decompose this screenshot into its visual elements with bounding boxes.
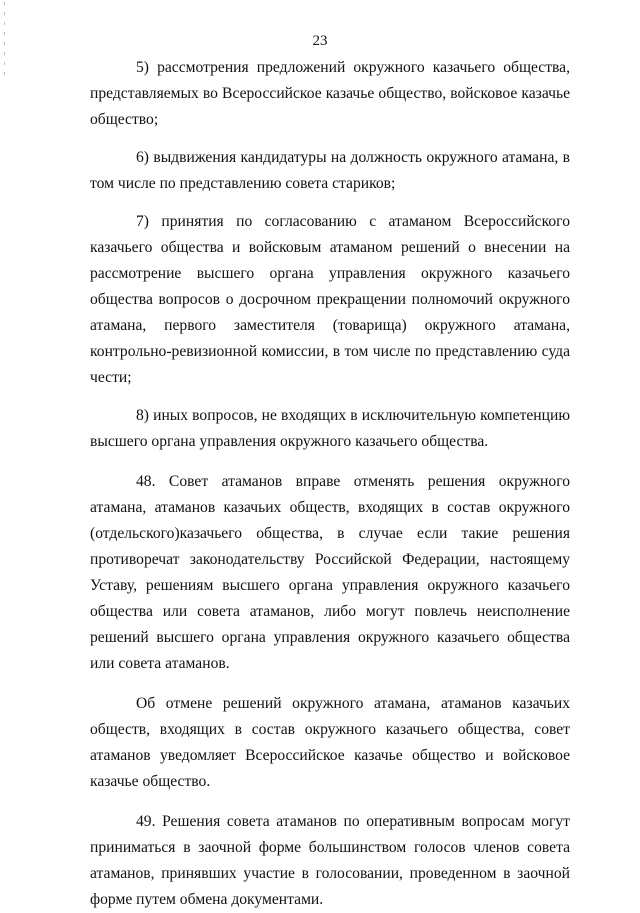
paragraph-item-6: 6) выдвижения кандидатуры на должность окружного атамана, в том числе по представлению совета стариков;	[90, 149, 570, 192]
page-number: 23	[312, 33, 328, 49]
paragraph-item-5: 5) рассмотрения предложений окружного казачьего общества, представляемых во Всероссийское казачье общество, войсковое казачье общество;	[90, 59, 570, 128]
paragraph-item-7: 7) принятия по согласованию с атаманом Всероссийского казачьего общества и войсковым атаманом решений о внесении на рассмотрение высшего органа управления окружного казачьего общества вопросов о досрочном прекращении полномочий окружного атамана, первого заместителя (товарища) окружного атамана, контрольно-ревизионной комиссии, в том числе по представлению суда чести;	[90, 213, 570, 386]
document-body	[90, 55, 570, 913]
paragraph-clause-48-notice: Об отмене решений окружного атамана, атаманов казачьих обществ, входящих в состав окружного казачьего общества, совет атаманов уведомляет Всероссийское казачье общество и войсковое казачье общество.	[90, 695, 570, 790]
paragraph-clause-49: 49. Решения совета атаманов по оперативным вопросам могут приниматься в заочной форме большинством голосов членов совета атаманов, принявших участие в голосовании, проведенном в заочной форме путем обмена документами.	[90, 813, 570, 908]
paragraph-clause-48: 48. Совет атаманов вправе отменять решения окружного атамана, атаманов казачьих обществ, входящих в состав окружного (отдельского)казачьего общества, в случае если такие решения противоречат законодательству Российской Федерации, настоящему Уставу, решениям высшего органа управления окружного казачьего общества или совета атаманов, либо могут повлечь неисполнение решений высшего органа управления окружного казачьего общества или совета атаманов.	[90, 473, 570, 672]
paragraph-item-8: 8) иных вопросов, не входящих в исключительную компетенцию высшего органа управления окружного казачьего общества.	[90, 407, 570, 450]
